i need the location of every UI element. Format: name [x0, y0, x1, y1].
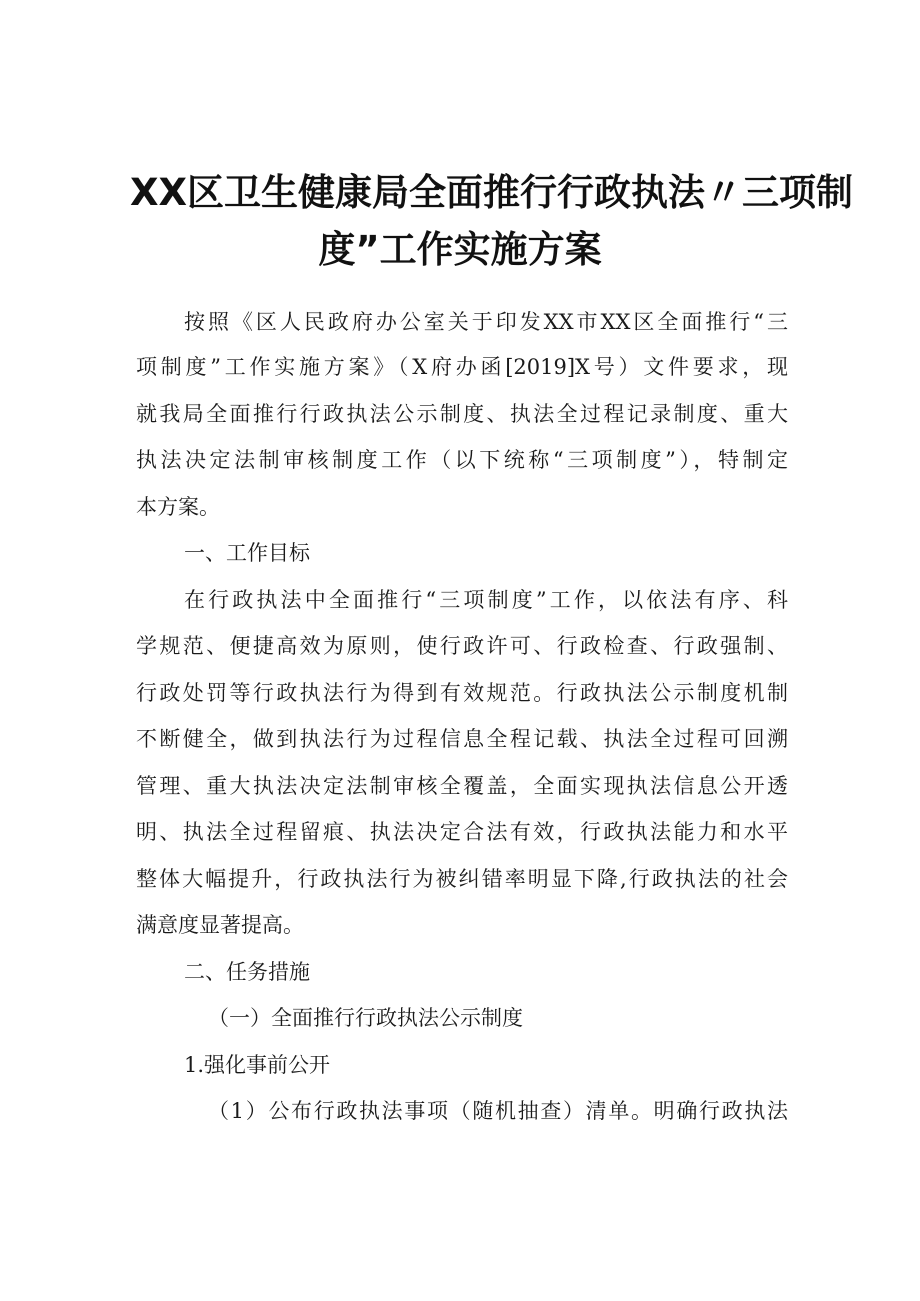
goals-paragraph-line: 明、执法全过程留痕、执法决定合法有效，行政执法能力和水平 — [136, 820, 788, 844]
intro-paragraph-line: 就我局全面推行行政执法公示制度、执法全过程记录制度、重大 — [136, 402, 788, 426]
document-title-line-1: XX区卫生健康局全面推行行政执法〃三项制 — [130, 171, 854, 214]
goals-paragraph-line: 行政处罚等行政执法行为得到有效规范。行政执法公示制度机制 — [136, 681, 788, 705]
goals-paragraph-line: 学规范、便捷高效为原则，使行政许可、行政检查、行政强制、 — [136, 634, 788, 658]
goals-paragraph-line: 不断健全，做到执法行为过程信息全程记载、执法全过程可回溯 — [136, 727, 788, 751]
section-heading-measures: 二、任务措施 — [184, 960, 310, 984]
subsection-heading-publicity: （一）全面推行行政执法公示制度 — [208, 1006, 523, 1030]
item-heading-prior-disclosure: 1.强化事前公开 — [184, 1053, 331, 1077]
intro-paragraph-line: 执法决定法制审核制度工作（以下统称“三项制度”），特制定 — [136, 448, 788, 472]
item-paragraph-line: （1）公布行政执法事项（随机抽查）清单。明确行政执法 — [208, 1099, 788, 1123]
intro-paragraph-line: 按照《区人民政府办公室关于印发XX市XX区全面推行“三 — [184, 310, 788, 334]
goals-paragraph-line: 整体大幅提升，行政执法行为被纠错率明显下降,行政执法的社会 — [136, 867, 788, 891]
intro-paragraph-line: 项制度”工作实施方案》（X府办函[2019]X号）文件要求，现 — [136, 355, 788, 379]
goals-paragraph-line: 在行政执法中全面推行“三项制度”工作，以依法有序、科 — [184, 588, 788, 612]
section-heading-goals: 一、工作目标 — [184, 541, 310, 565]
intro-paragraph-line: 本方案。 — [136, 495, 220, 519]
document-title-line-2: 度”工作实施方案 — [318, 228, 602, 271]
goals-paragraph-line: 管理、重大执法决定法制审核全覆盖，全面实现执法信息公开透 — [136, 774, 788, 798]
goals-paragraph-line: 满意度显著提高。 — [136, 913, 304, 937]
